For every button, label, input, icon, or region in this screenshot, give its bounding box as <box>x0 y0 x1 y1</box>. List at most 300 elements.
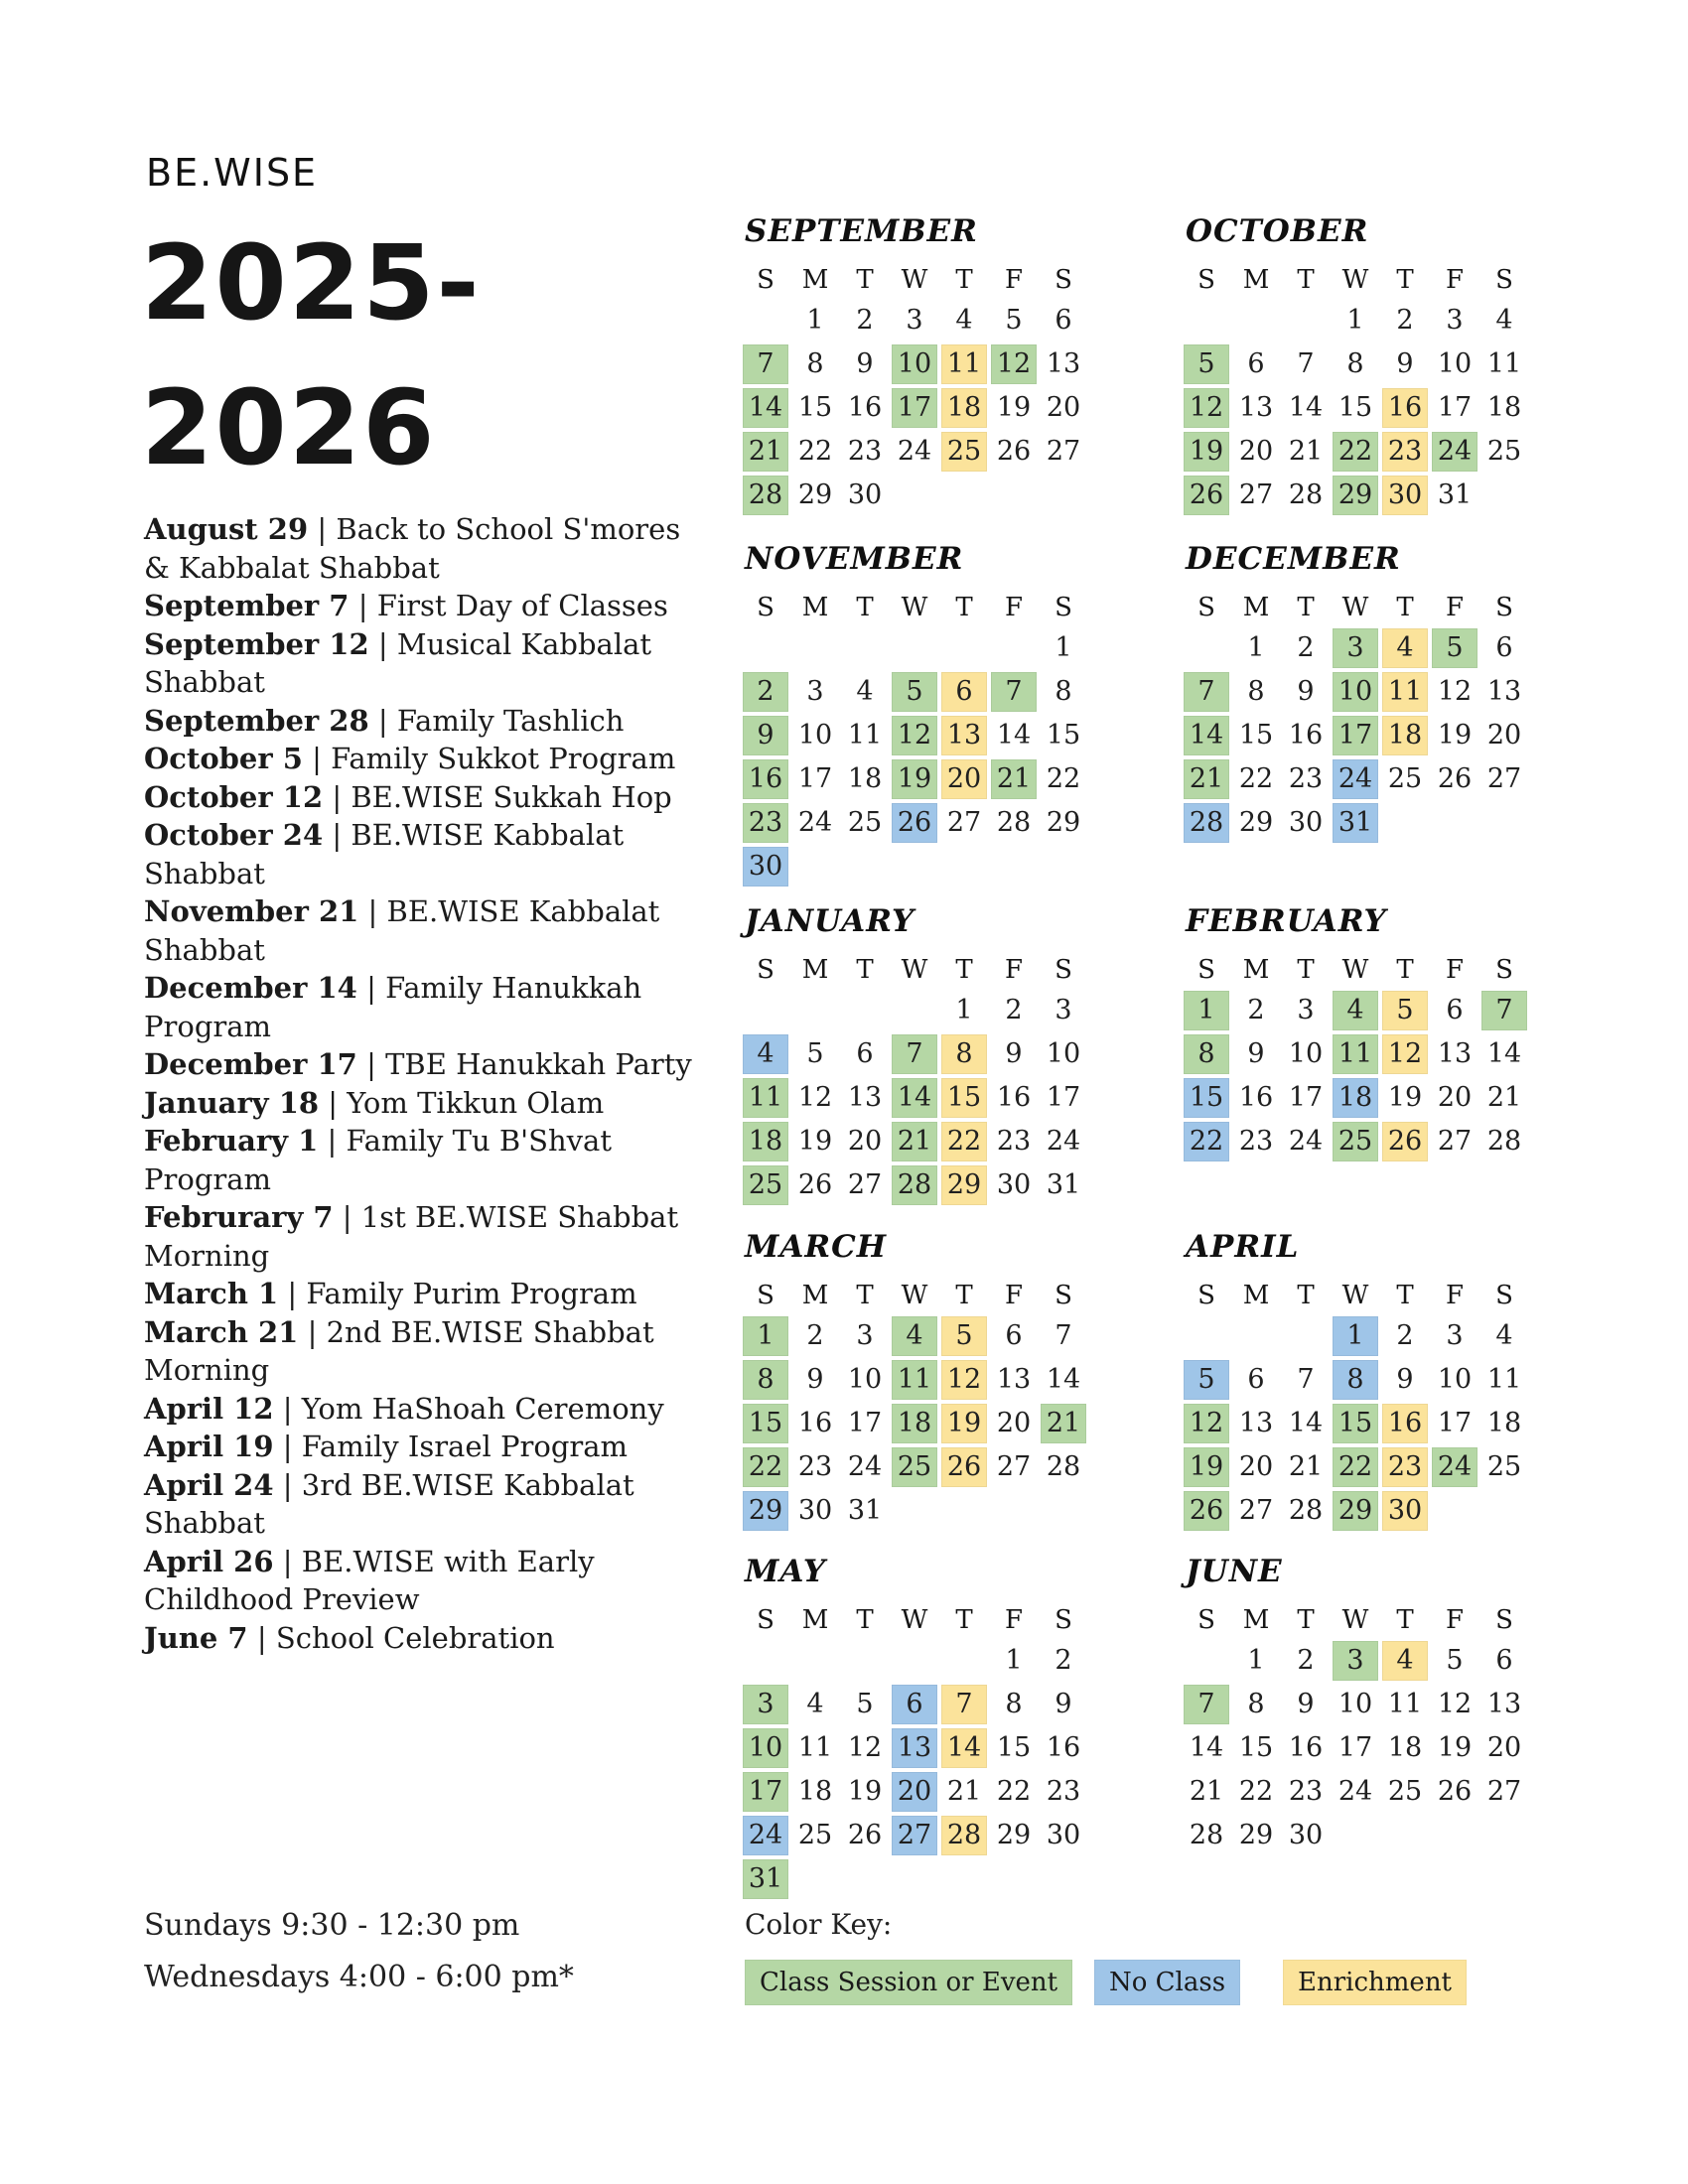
date-cell: 16 <box>1288 1732 1324 1763</box>
date-cell: 26 <box>797 1169 833 1200</box>
event-item <box>144 1313 692 1390</box>
date-cell: 22 <box>1333 1447 1378 1487</box>
date-cell: 29 <box>1238 1820 1274 1850</box>
color-key-items <box>745 1960 1539 2009</box>
empty-cell <box>1184 1641 1229 1681</box>
date-cell: 12 <box>1437 1689 1473 1719</box>
event-date: March 1 <box>144 1277 279 1310</box>
date-cell: 11 <box>797 1732 833 1763</box>
date-cell: 24 <box>1337 1776 1373 1807</box>
event-separator: | <box>273 1391 302 1426</box>
event-item <box>144 510 692 587</box>
date-cell: 2 <box>806 1320 824 1351</box>
date-cell: 1 <box>1055 632 1072 663</box>
date-cell: 12 <box>1184 1404 1229 1443</box>
day-of-week-header: W <box>901 265 928 295</box>
date-cell: 18 <box>1333 1078 1378 1118</box>
date-cell: 21 <box>946 1776 982 1807</box>
date-cell: 5 <box>806 1038 824 1069</box>
month-title: NOVEMBER <box>745 541 964 577</box>
date-cell: 8 <box>1247 676 1265 707</box>
date-cell: 5 <box>941 1316 987 1356</box>
empty-cell <box>1184 1316 1229 1356</box>
day-of-week-header: M <box>1242 265 1270 295</box>
empty-cell <box>941 628 987 668</box>
date-cell: 1 <box>1247 632 1265 663</box>
date-cell: 19 <box>1184 432 1229 472</box>
day-of-week-header: T <box>955 265 973 295</box>
event-description: Yom Tikkun Olam <box>347 1085 605 1120</box>
date-cell: 20 <box>996 1408 1032 1438</box>
date-cell: 5 <box>1382 991 1428 1030</box>
date-cell: 10 <box>1437 1364 1473 1395</box>
date-cell: 23 <box>797 1451 833 1482</box>
date-cell: 24 <box>743 1816 788 1855</box>
date-cell: 3 <box>1333 628 1378 668</box>
date-cell: 18 <box>941 388 987 428</box>
date-cell: 19 <box>1387 1082 1423 1113</box>
day-of-week-header: T <box>955 955 973 985</box>
date-cell: 5 <box>856 1689 874 1719</box>
date-cell: 26 <box>892 803 937 843</box>
day-of-week-header: S <box>1197 955 1215 985</box>
date-cell: 23 <box>1382 432 1428 472</box>
month-grid <box>1184 591 1533 843</box>
day-of-week-header: F <box>1004 1605 1024 1635</box>
event-date: Februrary 7 <box>144 1200 334 1234</box>
date-cell: 19 <box>1184 1447 1229 1487</box>
date-cell: 10 <box>1046 1038 1081 1069</box>
date-cell: 28 <box>1288 1495 1324 1526</box>
date-cell: 1 <box>743 1316 788 1356</box>
date-cell: 8 <box>1184 1034 1229 1074</box>
month-march <box>743 1229 1092 1531</box>
event-item <box>144 1390 692 1429</box>
event-separator: | <box>247 1620 276 1655</box>
date-cell: 16 <box>847 392 883 423</box>
event-separator: | <box>323 818 352 852</box>
date-cell: 24 <box>797 807 833 838</box>
date-cell: 2 <box>856 305 874 336</box>
date-cell: 3 <box>1446 305 1464 336</box>
event-description: BE.WISE Sukkah Hop <box>351 779 672 814</box>
date-cell: 19 <box>847 1776 883 1807</box>
event-separator: | <box>273 1544 302 1578</box>
date-cell: 21 <box>1041 1404 1086 1443</box>
date-cell: 28 <box>1046 1451 1081 1482</box>
day-of-week-header: T <box>1297 1281 1315 1310</box>
date-cell: 7 <box>941 1685 987 1724</box>
month-title: OCTOBER <box>1186 213 1369 249</box>
day-of-week-header: M <box>801 1281 829 1310</box>
event-date: April 12 <box>144 1391 274 1426</box>
event-separator: | <box>298 1314 327 1349</box>
event-description: School Celebration <box>275 1620 555 1655</box>
date-cell: 13 <box>847 1082 883 1113</box>
event-separator: | <box>333 1200 361 1234</box>
date-cell: 13 <box>1437 1038 1473 1069</box>
date-cell: 6 <box>1055 305 1072 336</box>
event-description: Family Sukkot Program <box>331 742 676 775</box>
date-cell: 28 <box>1184 803 1229 843</box>
date-cell: 3 <box>1333 1641 1378 1681</box>
day-of-week-header: S <box>1055 265 1072 295</box>
date-cell: 26 <box>996 436 1032 467</box>
date-cell: 3 <box>1055 995 1072 1025</box>
date-cell: 14 <box>1288 392 1324 423</box>
date-cell: 11 <box>1387 1689 1423 1719</box>
date-cell: 25 <box>1387 763 1423 794</box>
date-cell: 14 <box>1189 1732 1224 1763</box>
event-date: August 29 <box>144 512 309 546</box>
date-cell: 6 <box>941 672 987 712</box>
empty-cell <box>743 301 788 341</box>
date-cell: 18 <box>892 1404 937 1443</box>
day-of-week-header: M <box>1242 955 1270 985</box>
date-cell: 28 <box>743 476 788 515</box>
event-date: October 12 <box>144 779 324 814</box>
date-cell: 15 <box>797 392 833 423</box>
date-cell: 25 <box>1333 1122 1378 1161</box>
date-cell: 2 <box>1005 995 1023 1025</box>
event-item <box>144 1045 692 1084</box>
date-cell: 7 <box>1055 1320 1072 1351</box>
date-cell: 22 <box>1238 763 1274 794</box>
date-cell: 23 <box>847 436 883 467</box>
date-cell: 21 <box>1486 1082 1522 1113</box>
empty-cell <box>892 1641 937 1681</box>
day-of-week-header: W <box>1341 955 1369 985</box>
date-cell: 24 <box>897 436 932 467</box>
date-cell: 14 <box>1288 1408 1324 1438</box>
date-cell: 25 <box>892 1447 937 1487</box>
date-cell: 13 <box>892 1728 937 1768</box>
date-cell: 1 <box>955 995 973 1025</box>
event-separator: | <box>349 589 377 622</box>
event-separator: | <box>278 1277 307 1310</box>
date-cell: 22 <box>743 1447 788 1487</box>
date-cell: 5 <box>1184 344 1229 384</box>
date-cell: 11 <box>1486 1364 1522 1395</box>
brand-title: BE.WISE <box>146 151 319 195</box>
date-cell: 27 <box>946 807 982 838</box>
date-cell: 8 <box>1005 1689 1023 1719</box>
date-cell: 13 <box>1046 348 1081 379</box>
date-cell: 28 <box>941 1816 987 1855</box>
date-cell: 3 <box>1446 1320 1464 1351</box>
empty-cell <box>941 1641 987 1681</box>
day-of-week-header: T <box>955 593 973 622</box>
date-cell: 9 <box>1297 676 1315 707</box>
date-cell: 19 <box>892 759 937 799</box>
date-cell: 2 <box>1396 305 1414 336</box>
date-cell: 5 <box>1446 1645 1464 1676</box>
date-cell: 17 <box>743 1772 788 1812</box>
day-of-week-header: F <box>1445 593 1465 622</box>
month-grid <box>1184 953 1533 1161</box>
date-cell: 23 <box>1382 1447 1428 1487</box>
date-cell: 10 <box>892 344 937 384</box>
event-description: Family Purim Program <box>306 1277 637 1310</box>
event-item <box>144 1275 692 1313</box>
date-cell: 21 <box>991 759 1037 799</box>
date-cell: 8 <box>1247 1689 1265 1719</box>
day-of-week-header: M <box>801 265 829 295</box>
date-cell: 10 <box>1333 672 1378 712</box>
empty-cell <box>1283 301 1329 341</box>
date-cell: 20 <box>1046 392 1081 423</box>
empty-cell <box>1233 1316 1279 1356</box>
date-cell: 26 <box>847 1820 883 1850</box>
event-separator: | <box>302 742 332 775</box>
month-grid <box>743 1603 1092 1899</box>
event-separator: | <box>356 1047 386 1081</box>
date-cell: 9 <box>856 348 874 379</box>
event-item <box>144 740 692 778</box>
date-cell: 5 <box>1432 628 1477 668</box>
date-cell: 11 <box>1486 348 1522 379</box>
month-grid <box>743 1279 1092 1531</box>
date-cell: 17 <box>1337 1732 1373 1763</box>
date-cell: 22 <box>1333 432 1378 472</box>
date-cell: 20 <box>1238 436 1274 467</box>
date-cell: 23 <box>743 803 788 843</box>
date-cell: 9 <box>1005 1038 1023 1069</box>
date-cell: 30 <box>1382 476 1428 515</box>
day-of-week-header: W <box>1341 1605 1369 1635</box>
date-cell: 7 <box>743 344 788 384</box>
day-of-week-header: S <box>1055 1281 1072 1310</box>
date-cell: 4 <box>1382 628 1428 668</box>
month-may <box>743 1554 1092 1899</box>
date-cell: 4 <box>1333 991 1378 1030</box>
date-cell: 14 <box>1046 1364 1081 1395</box>
date-cell: 30 <box>1046 1820 1081 1850</box>
event-description: BE.WISE with Early Childhood Preview <box>144 1544 595 1616</box>
empty-cell <box>1184 301 1229 341</box>
date-cell: 22 <box>941 1122 987 1161</box>
date-cell: 13 <box>996 1364 1032 1395</box>
date-cell: 12 <box>892 716 937 755</box>
date-cell: 6 <box>1247 348 1265 379</box>
date-cell: 28 <box>996 807 1032 838</box>
empty-cell <box>842 1641 888 1681</box>
date-cell: 31 <box>1046 1169 1081 1200</box>
date-cell: 17 <box>1288 1082 1324 1113</box>
event-date: April 26 <box>144 1544 274 1578</box>
date-cell: 21 <box>892 1122 937 1161</box>
date-cell: 12 <box>847 1732 883 1763</box>
date-cell: 5 <box>1184 1360 1229 1400</box>
day-of-week-header: F <box>1445 1605 1465 1635</box>
date-cell: 13 <box>1486 676 1522 707</box>
date-cell: 7 <box>1184 1685 1229 1724</box>
month-title: DECEMBER <box>1186 541 1401 577</box>
event-description: Yom HaShoah Ceremony <box>301 1391 664 1426</box>
event-separator: | <box>308 512 337 546</box>
day-of-week-header: S <box>757 265 774 295</box>
date-cell: 17 <box>1333 716 1378 755</box>
event-description: Family Tu B'Shvat Program <box>144 1124 613 1196</box>
month-grid <box>1184 263 1533 515</box>
day-of-week-header: W <box>1341 1281 1369 1310</box>
event-description: BE.WISE Kabbalat Shabbat <box>144 894 660 967</box>
date-cell: 8 <box>806 348 824 379</box>
event-description: Family Tashlich <box>396 703 625 738</box>
day-of-week-header: T <box>1297 1605 1315 1635</box>
date-cell: 1 <box>1333 1316 1378 1356</box>
date-cell: 27 <box>892 1816 937 1855</box>
date-cell: 16 <box>1382 388 1428 428</box>
month-grid <box>743 263 1092 515</box>
date-cell: 11 <box>847 720 883 751</box>
empty-cell <box>892 628 937 668</box>
day-of-week-header: S <box>1197 265 1215 295</box>
month-title: FEBRUARY <box>1186 903 1387 939</box>
date-cell: 6 <box>856 1038 874 1069</box>
date-cell: 7 <box>1184 672 1229 712</box>
date-cell: 4 <box>856 676 874 707</box>
date-cell: 2 <box>1055 1645 1072 1676</box>
date-cell: 17 <box>847 1408 883 1438</box>
date-cell: 8 <box>941 1034 987 1074</box>
event-item <box>144 587 692 625</box>
date-cell: 10 <box>797 720 833 751</box>
date-cell: 7 <box>991 672 1037 712</box>
event-item <box>144 969 692 1045</box>
date-cell: 13 <box>1486 1689 1522 1719</box>
date-cell: 19 <box>941 1404 987 1443</box>
date-cell: 2 <box>1396 1320 1414 1351</box>
event-description: 2nd BE.WISE Shabbat Morning <box>144 1314 654 1387</box>
day-of-week-header: S <box>757 1605 774 1635</box>
date-cell: 8 <box>743 1360 788 1400</box>
month-title: MARCH <box>745 1229 888 1265</box>
month-september <box>743 213 1092 515</box>
day-of-week-header: S <box>757 593 774 622</box>
date-cell: 21 <box>743 432 788 472</box>
schedule-wednesdays: Wednesdays 4:00 - 6:00 pm* <box>144 1960 574 1994</box>
event-separator: | <box>368 626 397 661</box>
day-of-week-header: T <box>1396 593 1414 622</box>
date-cell: 24 <box>1432 1447 1477 1487</box>
day-of-week-header: S <box>1197 1605 1215 1635</box>
date-cell: 2 <box>743 672 788 712</box>
month-november <box>743 541 1092 887</box>
date-cell: 21 <box>1184 759 1229 799</box>
date-cell: 27 <box>1486 1776 1522 1807</box>
day-of-week-header: W <box>1341 265 1369 295</box>
month-april <box>1184 1229 1533 1531</box>
date-cell: 30 <box>1382 1491 1428 1531</box>
day-of-week-header: S <box>1197 1281 1215 1310</box>
day-of-week-header: T <box>1297 955 1315 985</box>
event-item <box>144 816 692 892</box>
month-october <box>1184 213 1533 515</box>
date-cell: 13 <box>1238 392 1274 423</box>
date-cell: 29 <box>1333 1491 1378 1531</box>
date-cell: 12 <box>797 1082 833 1113</box>
date-cell: 10 <box>743 1728 788 1768</box>
event-description: TBE Hanukkah Party <box>385 1047 692 1081</box>
date-cell: 18 <box>1387 1732 1423 1763</box>
date-cell: 10 <box>1337 1689 1373 1719</box>
date-cell: 16 <box>797 1408 833 1438</box>
date-cell: 18 <box>1382 716 1428 755</box>
date-cell: 31 <box>1437 479 1473 510</box>
date-cell: 16 <box>1238 1082 1274 1113</box>
date-cell: 28 <box>1288 479 1324 510</box>
date-cell: 24 <box>847 1451 883 1482</box>
date-cell: 25 <box>1486 436 1522 467</box>
day-of-week-header: S <box>1055 593 1072 622</box>
date-cell: 7 <box>1297 1364 1315 1395</box>
empty-cell <box>842 991 888 1030</box>
date-cell: 1 <box>1247 1645 1265 1676</box>
event-item <box>144 702 692 741</box>
date-cell: 9 <box>1055 1689 1072 1719</box>
day-of-week-header: T <box>1396 1605 1414 1635</box>
color-key-class-session-or-event: Class Session or Event <box>745 1960 1072 2005</box>
date-cell: 16 <box>1382 1404 1428 1443</box>
date-cell: 12 <box>991 344 1037 384</box>
date-cell: 25 <box>941 432 987 472</box>
month-february <box>1184 903 1533 1161</box>
date-cell: 11 <box>1382 672 1428 712</box>
event-separator: | <box>358 894 387 928</box>
empty-cell <box>1233 301 1279 341</box>
date-cell: 14 <box>743 388 788 428</box>
date-cell: 6 <box>1005 1320 1023 1351</box>
date-cell: 22 <box>797 436 833 467</box>
month-title: MAY <box>745 1554 826 1589</box>
event-date: March 21 <box>144 1314 299 1349</box>
date-cell: 31 <box>847 1495 883 1526</box>
date-cell: 9 <box>1247 1038 1265 1069</box>
date-cell: 15 <box>743 1404 788 1443</box>
date-cell: 19 <box>1437 1732 1473 1763</box>
event-date: December 14 <box>144 971 357 1005</box>
date-cell: 4 <box>1495 305 1513 336</box>
empty-cell <box>792 991 838 1030</box>
event-date: October 24 <box>144 818 324 852</box>
date-cell: 3 <box>743 1685 788 1724</box>
date-cell: 20 <box>1437 1082 1473 1113</box>
date-cell: 9 <box>1396 1364 1414 1395</box>
date-cell: 15 <box>941 1078 987 1118</box>
date-cell: 25 <box>847 807 883 838</box>
day-of-week-header: T <box>1297 593 1315 622</box>
date-cell: 1 <box>1184 991 1229 1030</box>
day-of-week-header: W <box>901 955 928 985</box>
date-cell: 1 <box>1346 305 1364 336</box>
month-december <box>1184 541 1533 843</box>
day-of-week-header: W <box>901 1605 928 1635</box>
date-cell: 20 <box>847 1126 883 1157</box>
date-cell: 17 <box>797 763 833 794</box>
event-date: February 1 <box>144 1124 319 1158</box>
date-cell: 6 <box>1247 1364 1265 1395</box>
date-cell: 27 <box>1238 1495 1274 1526</box>
color-key-enrichment: Enrichment <box>1283 1960 1467 2005</box>
event-description: Musical Kabbalat Shabbat <box>144 626 652 699</box>
date-cell: 20 <box>1238 1451 1274 1482</box>
date-cell: 5 <box>1005 305 1023 336</box>
day-of-week-header: W <box>901 1281 928 1310</box>
date-cell: 1 <box>1005 1645 1023 1676</box>
event-date: April 24 <box>144 1467 274 1502</box>
date-cell: 13 <box>941 716 987 755</box>
